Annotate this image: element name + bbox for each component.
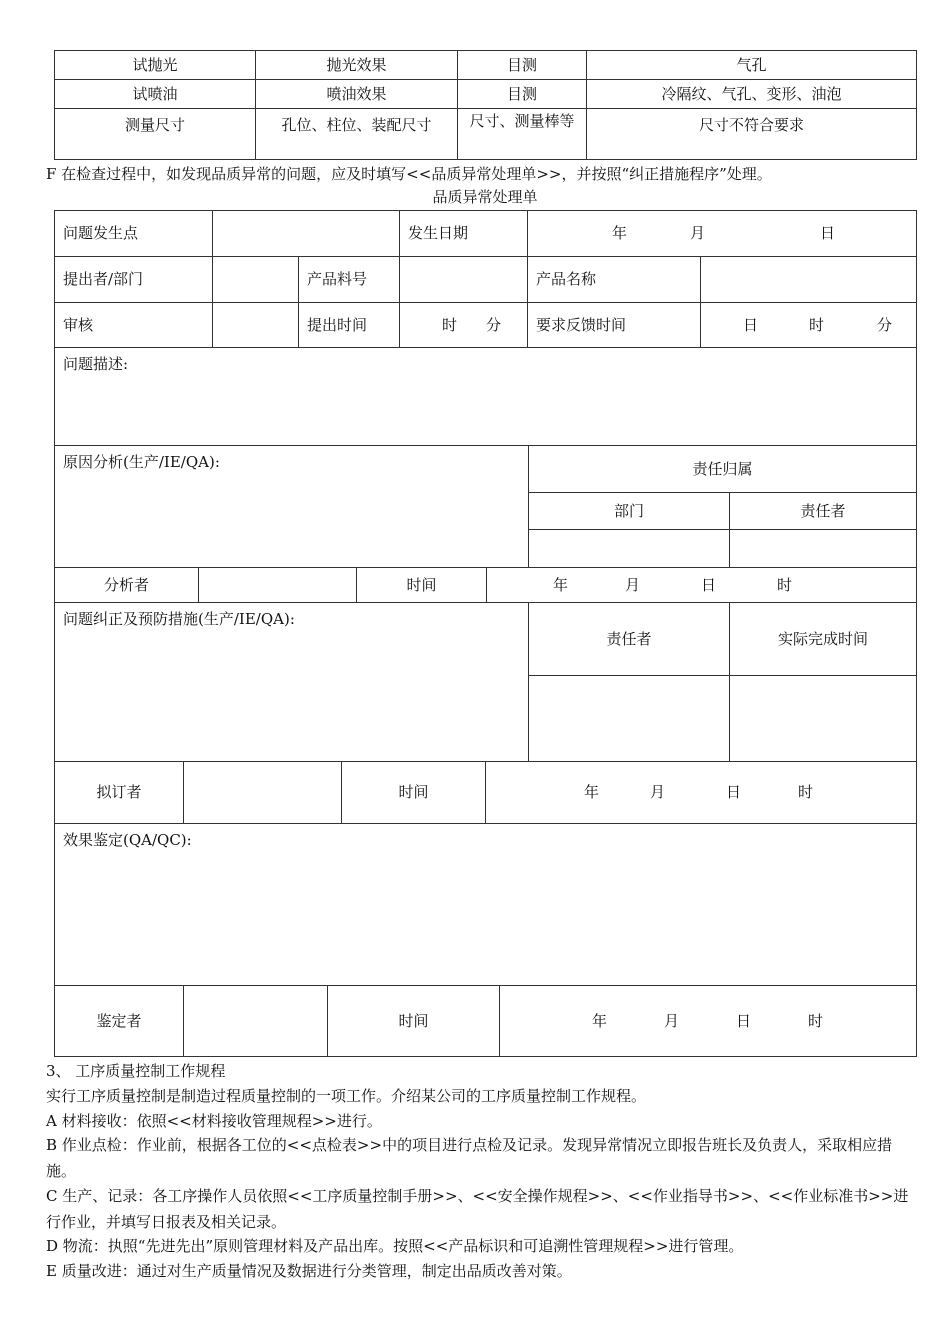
cause-block: [54, 445, 917, 568]
hour-label: 时: [777, 575, 793, 594]
effect-label: 效果鉴定(QA/QC):: [63, 831, 192, 849]
dept-label: 部门: [529, 493, 730, 530]
table-cell: 冷隔纹、气孔、变形、油泡: [587, 80, 917, 109]
table-row: [55, 109, 917, 160]
year-label: 年: [584, 783, 600, 802]
table-cell: 测量尺寸: [55, 109, 256, 160]
table-cell: 喷油效果: [256, 80, 458, 109]
corrective-block: [54, 602, 917, 762]
minute-label: 分: [486, 315, 502, 334]
section3-item-e: E 质量改进：通过对生产质量情况及数据进行分类管理，制定出品质改善对策。: [46, 1262, 572, 1280]
table-cell: 尺寸、测量棒等: [458, 109, 587, 160]
analyst-label: 分析者: [55, 568, 199, 603]
section3-item-b: B 作业点检：作业前，根据各工位的<<点检表>>中的项目进行点检及记录。发现异常情况立即报告班长及负责人，采取相应措施。: [46, 1136, 893, 1180]
product-name-field[interactable]: [701, 257, 917, 303]
table-cell: 试抛光: [55, 51, 256, 80]
table-cell: 尺寸不符合要求: [587, 109, 917, 160]
corrective-person-label: 责任者: [529, 603, 730, 676]
section3-item-d: D 物流：执照“先进先出”原则管理材料及产品出库。按照<<产品标识和可追溯性管理规程>>进行管理。: [46, 1237, 744, 1255]
feedback-time-label: 要求反馈时间: [528, 303, 701, 348]
effect-field[interactable]: [55, 824, 917, 986]
product-name-label: 产品名称: [528, 257, 701, 303]
hour-label: 时: [442, 315, 458, 334]
date-field[interactable]: [528, 211, 917, 257]
year-label: 年: [592, 1011, 608, 1030]
effect-block: [54, 823, 917, 986]
problem-location-label: 问题发生点: [55, 211, 213, 257]
day-label: 日: [736, 1011, 752, 1030]
part-no-field[interactable]: [400, 257, 528, 303]
month-label: 月: [625, 575, 641, 594]
year-label: 年: [612, 224, 628, 243]
table-cell: 气孔: [587, 51, 917, 80]
drafter-time-label: 时间: [342, 762, 486, 824]
description-label: 问题描述:: [63, 355, 129, 373]
review-field[interactable]: [213, 303, 299, 348]
drafter-field[interactable]: [184, 762, 342, 824]
form-title: 品质异常处理单: [432, 188, 538, 206]
appraiser-block: [54, 985, 917, 1057]
completion-label: 实际完成时间: [730, 603, 917, 676]
month-label: 月: [650, 783, 666, 802]
part-no-label: 产品料号: [299, 257, 400, 303]
responsibility-label: 责任归属: [529, 446, 917, 493]
table-cell: 试喷油: [55, 80, 256, 109]
drafter-time-field[interactable]: [486, 762, 917, 824]
form-header-block: [54, 210, 917, 446]
feedback-time-field[interactable]: [701, 303, 917, 348]
proposer-label: 提出者/部门: [55, 257, 213, 303]
appraiser-field[interactable]: [184, 986, 328, 1057]
person-field[interactable]: [730, 530, 917, 568]
table-cell: 目测: [458, 80, 587, 109]
month-label: 月: [690, 224, 706, 243]
analyst-time-label: 时间: [357, 568, 487, 603]
section3-heading: 3、 工序质量控制工作规程: [46, 1062, 226, 1080]
day-label: 日: [726, 783, 742, 802]
analyst-block: [54, 567, 917, 603]
hour-label: 时: [808, 1011, 824, 1030]
proposer-field[interactable]: [213, 257, 299, 303]
day-label: 日: [701, 575, 717, 594]
table-cell: 抛光效果: [256, 51, 458, 80]
inspection-table: [54, 50, 917, 160]
hour-label: 时: [798, 783, 814, 802]
note-f: F 在检查过程中，如发现品质异常的问题，应及时填写<<品质异常处理单>>，并按照“纠正措施程序”处理。: [46, 165, 772, 183]
section3-item-a: A 材料接收：依照<<材料接收管理规程>>进行。: [46, 1112, 382, 1130]
date-label: 发生日期: [400, 211, 528, 257]
cause-label: 原因分析(生产/IE/QA):: [63, 453, 220, 471]
corrective-field[interactable]: [55, 603, 529, 762]
description-field[interactable]: [55, 348, 917, 446]
hour-label: 时: [809, 315, 825, 334]
table-row: [55, 51, 917, 80]
year-label: 年: [553, 575, 569, 594]
drafter-block: [54, 761, 917, 824]
table-row: [55, 80, 917, 109]
minute-label: 分: [877, 315, 893, 334]
submit-time-field[interactable]: [400, 303, 528, 348]
corrective-label: 问题纠正及预防措施(生产/IE/QA):: [63, 610, 295, 628]
section3-intro: 实行工序质量控制是制造过程质量控制的一项工作。介绍某公司的工序质量控制工作规程。: [46, 1087, 647, 1105]
table-cell: 目测: [458, 51, 587, 80]
submit-time-label: 提出时间: [299, 303, 400, 348]
review-label: 审核: [55, 303, 213, 348]
corrective-person-field[interactable]: [529, 676, 730, 762]
appraiser-time-label: 时间: [328, 986, 500, 1057]
analyst-field[interactable]: [199, 568, 357, 603]
cause-field[interactable]: [55, 446, 529, 568]
day-label: 日: [743, 315, 759, 334]
problem-location-field[interactable]: [213, 211, 400, 257]
section3-item-c: C 生产、记录：各工序操作人员依照<<工序质量控制手册>>、<<安全操作规程>>、<<作业指导书>>、<<作业标准书>>进行作业，并填写日报表及相关记录。: [46, 1187, 909, 1231]
drafter-label: 拟订者: [55, 762, 184, 824]
day-label: 日: [820, 224, 836, 243]
table-cell: 孔位、柱位、装配尺寸: [256, 109, 458, 160]
appraiser-time-field[interactable]: [500, 986, 917, 1057]
analyst-time-field[interactable]: [487, 568, 917, 603]
completion-field[interactable]: [730, 676, 917, 762]
dept-field[interactable]: [529, 530, 730, 568]
person-label: 责任者: [730, 493, 917, 530]
appraiser-label: 鉴定者: [55, 986, 184, 1057]
month-label: 月: [664, 1011, 680, 1030]
